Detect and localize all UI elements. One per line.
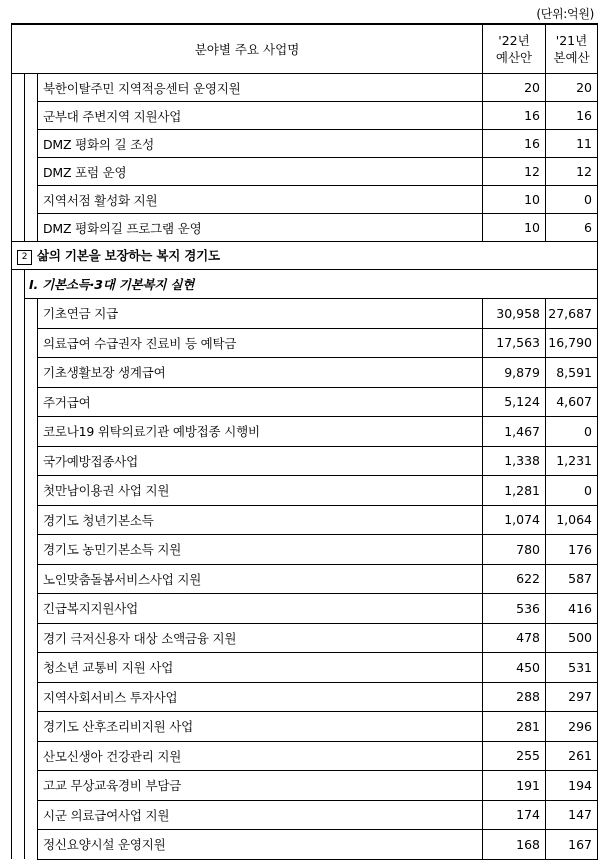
row-gutter [12, 564, 25, 594]
row-gutter [25, 594, 38, 624]
budget-2021-cell: 1,064 [546, 505, 598, 535]
budget-2022-cell: 10 [483, 214, 546, 242]
project-name-cell: 기초생활보장 생계급여 [38, 358, 483, 388]
row-gutter [25, 446, 38, 476]
row-gutter [12, 74, 25, 102]
table-row [12, 682, 598, 712]
table-row [12, 771, 598, 801]
row-gutter [12, 682, 25, 712]
budget-2021-cell: 8,591 [546, 358, 598, 388]
project-name-cell: 고교 무상교육경비 부담금 [38, 771, 483, 801]
header-2022-type: 예산안 [495, 50, 533, 65]
table-row [12, 358, 598, 388]
project-name-cell: 의료급여 수급권자 진료비 등 예탁금 [38, 328, 483, 358]
row-gutter [12, 535, 25, 565]
section-number-box: 2 [17, 250, 32, 265]
budget-2022-cell: 478 [483, 623, 546, 653]
table-row [12, 476, 598, 506]
project-name-cell: 산모신생아 건강관리 지원 [38, 741, 483, 771]
budget-2021-cell: 416 [546, 594, 598, 624]
budget-2022-cell: 255 [483, 741, 546, 771]
budget-2022-cell: 450 [483, 653, 546, 683]
budget-2022-cell: 5,124 [483, 387, 546, 417]
budget-2021-cell: 531 [546, 653, 598, 683]
project-name-cell: DMZ 평화의 길 조성 [38, 130, 483, 158]
budget-2021-cell: 147 [546, 800, 598, 830]
project-name-cell: 코로나19 위탁의료기관 예방접종 시행비 [38, 417, 483, 447]
row-gutter [25, 74, 38, 102]
table-row [12, 130, 598, 158]
budget-2022-cell: 16 [483, 130, 546, 158]
table-row [12, 594, 598, 624]
row-gutter [12, 623, 25, 653]
row-gutter [12, 130, 25, 158]
row-gutter [25, 653, 38, 683]
table-row [12, 417, 598, 447]
budget-2022-cell: 281 [483, 712, 546, 742]
budget-2022-cell: 1,338 [483, 446, 546, 476]
budget-2021-cell: 500 [546, 623, 598, 653]
row-gutter [12, 476, 25, 506]
row-gutter [12, 800, 25, 830]
budget-2022-cell: 12 [483, 158, 546, 186]
budget-2022-cell: 288 [483, 682, 546, 712]
budget-2022-cell: 536 [483, 594, 546, 624]
table-row [12, 712, 598, 742]
project-name-cell: 경기 극저신용자 대상 소액금융 지원 [38, 623, 483, 653]
row-gutter [12, 417, 25, 447]
budget-2022-cell: 16 [483, 102, 546, 130]
row-gutter [25, 712, 38, 742]
row-gutter [12, 446, 25, 476]
row-gutter [25, 186, 38, 214]
budget-2022-cell: 1,281 [483, 476, 546, 506]
row-gutter [25, 328, 38, 358]
row-gutter [12, 328, 25, 358]
table-row [12, 830, 598, 860]
header-2021-type: 본예산 [553, 50, 590, 65]
row-gutter [25, 535, 38, 565]
project-name-cell: 경기도 농민기본소득 지원 [38, 535, 483, 565]
unit-label: (단위:억원) [536, 7, 594, 21]
budget-2021-cell: 297 [546, 682, 598, 712]
table-header-row [12, 24, 598, 74]
budget-2021-cell: 296 [546, 712, 598, 742]
budget-2022-cell: 174 [483, 800, 546, 830]
header-project-name: 분야별 주요 사업명 [12, 24, 483, 74]
header-2022-budget [483, 24, 546, 74]
table-row [12, 328, 598, 358]
table-row [12, 387, 598, 417]
row-gutter [25, 741, 38, 771]
budget-2021-cell: 20 [546, 74, 598, 102]
row-gutter [25, 387, 38, 417]
project-name-cell: DMZ 포럼 운영 [38, 158, 483, 186]
row-gutter [12, 741, 25, 771]
row-gutter [25, 800, 38, 830]
table-row [12, 186, 598, 214]
row-gutter [12, 102, 25, 130]
budget-2022-cell: 9,879 [483, 358, 546, 388]
row-gutter [25, 564, 38, 594]
section-title: 삶의 기본을 보장하는 복지 경기도 [37, 248, 220, 263]
row-gutter [12, 712, 25, 742]
budget-2022-cell: 30,958 [483, 299, 546, 329]
row-gutter [25, 299, 38, 329]
budget-2022-cell: 1,074 [483, 505, 546, 535]
group-b-body [12, 299, 598, 860]
project-name-cell: 국가예방접종사업 [38, 446, 483, 476]
budget-2021-cell: 0 [546, 186, 598, 214]
budget-2021-cell: 167 [546, 830, 598, 860]
row-gutter [12, 214, 25, 242]
row-gutter [12, 158, 25, 186]
budget-2021-cell: 194 [546, 771, 598, 801]
budget-2021-cell: 587 [546, 564, 598, 594]
project-name-cell: 첫만남이용권 사업 지원 [38, 476, 483, 506]
budget-2021-cell: 4,607 [546, 387, 598, 417]
table-row [12, 158, 598, 186]
project-name-cell: 경기도 청년기본소득 [38, 505, 483, 535]
budget-2021-cell: 0 [546, 476, 598, 506]
project-name-cell: 기초연금 지급 [38, 299, 483, 329]
table-row [12, 446, 598, 476]
table-row [12, 74, 598, 102]
project-name-cell: 노인맞춤돌봄서비스사업 지원 [38, 564, 483, 594]
row-gutter [12, 358, 25, 388]
budget-2022-cell: 168 [483, 830, 546, 860]
table-row [12, 299, 598, 329]
project-name-cell: 정신요양시설 운영지원 [38, 830, 483, 860]
budget-2021-cell: 16,790 [546, 328, 598, 358]
row-gutter [25, 830, 38, 860]
header-2021-year: '21년 [555, 33, 588, 48]
table-row [12, 800, 598, 830]
row-gutter [25, 505, 38, 535]
row-gutter [25, 682, 38, 712]
project-name-cell: DMZ 평화의길 프로그램 운영 [38, 214, 483, 242]
budget-2021-cell: 16 [546, 102, 598, 130]
project-name-cell: 지역사회서비스 투자사업 [38, 682, 483, 712]
row-gutter [12, 299, 25, 329]
budget-2022-cell: 191 [483, 771, 546, 801]
table-row [12, 214, 598, 242]
section-2-body [12, 242, 598, 299]
budget-2021-cell: 176 [546, 535, 598, 565]
budget-2022-cell: 20 [483, 74, 546, 102]
budget-2021-cell: 11 [546, 130, 598, 158]
budget-2022-cell: 10 [483, 186, 546, 214]
row-gutter [25, 476, 38, 506]
row-gutter [25, 158, 38, 186]
project-name-cell: 주거급여 [38, 387, 483, 417]
row-gutter [25, 214, 38, 242]
header-2021-budget [546, 24, 598, 74]
project-name-cell: 북한이탈주민 지역적응센터 운영지원 [38, 74, 483, 102]
budget-table [11, 23, 598, 860]
project-name-cell: 청소년 교통비 지원 사업 [38, 653, 483, 683]
table-row [12, 741, 598, 771]
row-gutter [25, 358, 38, 388]
budget-2022-cell: 622 [483, 564, 546, 594]
project-name-cell: 시군 의료급여사업 지원 [38, 800, 483, 830]
subsection-heading-row [12, 270, 598, 299]
project-name-cell: 지역서점 활성화 지원 [38, 186, 483, 214]
row-gutter [12, 653, 25, 683]
budget-2021-cell: 0 [546, 417, 598, 447]
budget-2021-cell: 12 [546, 158, 598, 186]
row-gutter [25, 623, 38, 653]
row-gutter [12, 387, 25, 417]
budget-2021-cell: 1,231 [546, 446, 598, 476]
table-row [12, 564, 598, 594]
header-2022-year: '22년 [498, 33, 530, 48]
budget-2022-cell: 17,563 [483, 328, 546, 358]
section-heading [12, 242, 598, 270]
project-name-cell: 긴급복지지원사업 [38, 594, 483, 624]
row-gutter [25, 130, 38, 158]
row-gutter [12, 270, 25, 299]
table-row [12, 505, 598, 535]
budget-2022-cell: 780 [483, 535, 546, 565]
row-gutter [12, 505, 25, 535]
table-row [12, 102, 598, 130]
table-row [12, 653, 598, 683]
group-a-body [12, 74, 598, 242]
row-gutter [25, 102, 38, 130]
budget-2021-cell: 261 [546, 741, 598, 771]
row-gutter [12, 186, 25, 214]
budget-2021-cell: 27,687 [546, 299, 598, 329]
table-row [12, 535, 598, 565]
row-gutter [12, 594, 25, 624]
row-gutter [12, 771, 25, 801]
row-gutter [25, 771, 38, 801]
section-heading-row [12, 242, 598, 270]
row-gutter [12, 830, 25, 860]
budget-2022-cell: 1,467 [483, 417, 546, 447]
row-gutter [25, 417, 38, 447]
budget-2021-cell: 6 [546, 214, 598, 242]
project-name-cell: 경기도 산후조리비지원 사업 [38, 712, 483, 742]
table-row [12, 623, 598, 653]
subsection-title: Ⅰ. 기본소득·3대 기본복지 실현 [25, 270, 598, 299]
project-name-cell: 군부대 주변지역 지원사업 [38, 102, 483, 130]
